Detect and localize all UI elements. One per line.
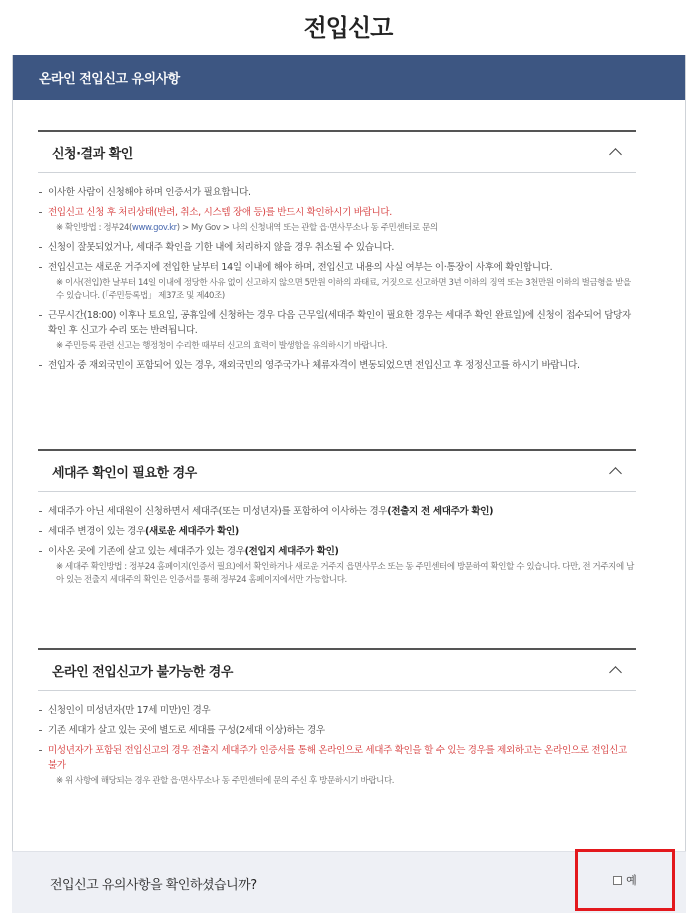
chevron-up-icon[interactable] [609, 467, 622, 480]
section-title: 온라인 전입신고가 불가능한 경우 [52, 664, 233, 680]
list-item: 신청인이 미성년자(만 17세 미만)인 경우 [38, 703, 636, 718]
list-item: 이사한 사람이 신청해야 하며 인증서가 필요합니다. [38, 185, 636, 200]
chevron-up-icon[interactable] [609, 148, 622, 161]
list-item-warning: 전입신고 신청 후 처리상태(반려, 취소, 시스템 장애 등)를 반드시 확인하시기 바랍니다. [38, 205, 636, 220]
note: ※ 위 사항에 해당되는 경우 관할 읍·면사무소나 동 주민센터에 문의 주신 후 방문하시기 바랍니다. [56, 776, 395, 786]
list-item: 근무시간(18:00) 이후나 토요일, 공휴일에 신청하는 경우 다음 근무일(세대주 확인이 필요한 경우는 세대주 확인 완료일)에 신청이 접수되어 담당자 확인 후 신고가 수리 또는 반려됩니다. [38, 308, 636, 338]
list-item: 신청이 잘못되었거나, 세대주 확인을 기한 내에 처리하지 않을 경우 취소될 수 있습니다. [38, 240, 636, 255]
list-item-warning: 미성년자가 포함된 전입신고의 경우 전출지 세대주가 인증서를 통해 온라인으로 세대주 확인을 할 수 있는 경우를 제외하고는 온라인으로 전입신고 불가 [38, 743, 636, 773]
list-item: 전입자 중 재외국민이 포함되어 있는 경우, 재외국민의 영주국가나 체류자격이 변동되었으면 전입신고 후 정정신고를 하시기 바랍니다. [38, 358, 636, 373]
note: ※ 확인방법 : 정부24(www.gov.kr) > My Gov > 나의 신청내역 또는 관할 읍·면사무소나 동 주민센터로 문의 [56, 223, 438, 233]
confirm-yes-area[interactable] [575, 849, 675, 911]
page-title: 전입신고 [303, 14, 393, 42]
checkbox-icon[interactable] [613, 876, 622, 885]
section-application-result [38, 130, 636, 378]
confirm-question: 전입신고 유의사항을 확인하셨습니까? [50, 878, 257, 893]
section-householder-confirm [38, 449, 636, 592]
confirm-yes-label[interactable]: 예 [626, 874, 637, 887]
list-item: 세대주 변경이 있는 경우(새로운 세대주가 확인) [38, 524, 636, 539]
section-header[interactable] [38, 449, 636, 492]
list-item: 이사온 곳에 기존에 살고 있는 세대주가 있는 경우(전입지 세대주가 확인) [38, 544, 636, 559]
confirm-bar [12, 851, 686, 913]
list-item: 전입신고는 새로운 거주지에 전입한 날부터 14일 이내에 해야 하며, 전입신고 내용의 사실 여부는 이·통장이 사후에 확인합니다. [38, 260, 636, 275]
section-header[interactable] [38, 130, 636, 173]
section-online-unavailable [38, 648, 636, 793]
note: ※ 세대주 확인방법 : 정부24 홈페이지(인증서 필요)에서 확인하거나 새로운 거주지 읍면사무소 또는 동 주민센터에 방문하여 확인할 수 있습니다. 다만, 전 거주지에 남아 있는 전출지 세대주의 확인은 인증서를 통해 정부24 홈페이지에서만 가능합니다. [56, 562, 634, 585]
section-header[interactable] [38, 648, 636, 691]
section-title: 세대주 확인이 필요한 경우 [52, 465, 197, 481]
note: ※ 주민등록 관련 신고는 행정청이 수리한 때부터 신고의 효력이 발생함을 유의하시기 바랍니다. [56, 341, 388, 351]
chevron-up-icon[interactable] [609, 666, 622, 679]
note: ※ 이사(전입)한 날부터 14일 이내에 정당한 사유 없이 신고하지 않으면 5만원 이하의 과태료, 거짓으로 신고하면 3년 이하의 징역 또는 3천만원 이하의 벌금형을 받을 수 있습니다. (「주민등록법」 제37조 및 제40조) [56, 278, 631, 301]
list-item: 기존 세대가 살고 있는 곳에 별도로 세대를 구성(2세대 이상)하는 경우 [38, 723, 636, 738]
section-title: 신청·결과 확인 [52, 146, 133, 162]
panel-header: 온라인 전입신고 유의사항 [13, 55, 685, 100]
list-item: 세대주가 아닌 세대원이 신청하면서 세대주(또는 미성년자)를 포함하여 이사하는 경우(전출지 전 세대주가 확인) [38, 504, 636, 519]
gov24-link[interactable]: www.gov.kr [131, 223, 177, 233]
